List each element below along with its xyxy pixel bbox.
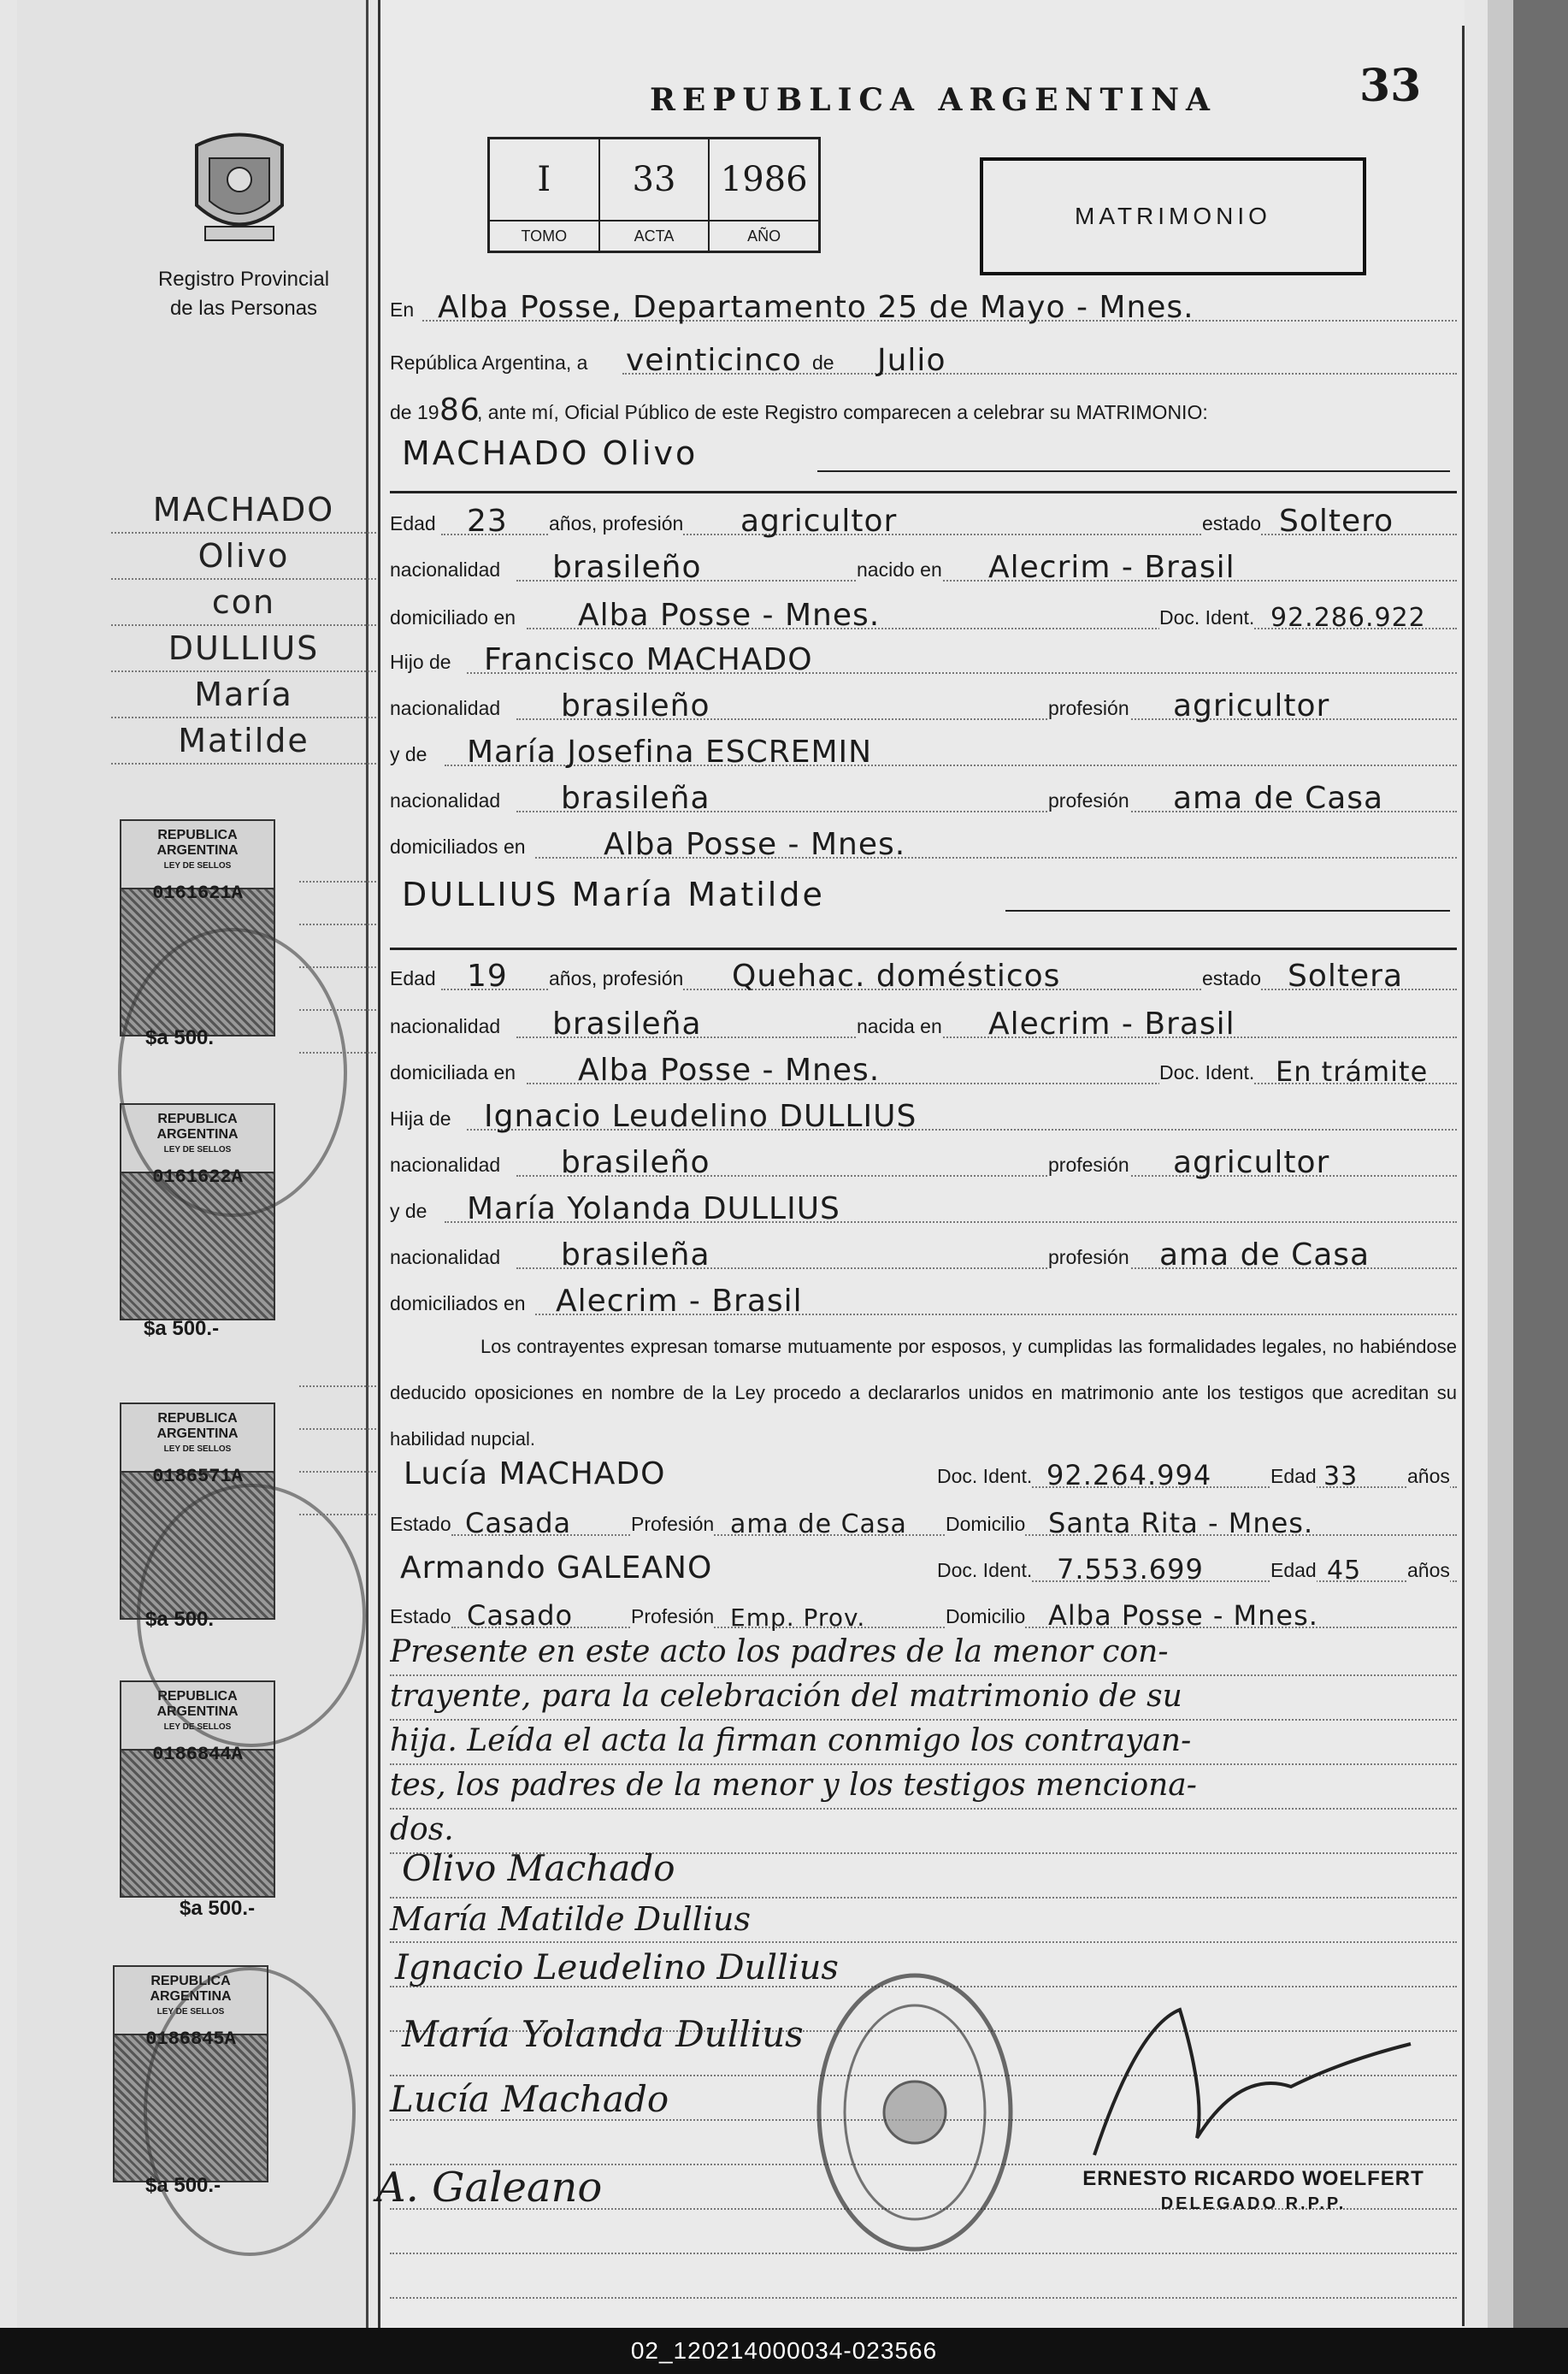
groom-row-2: nacionalidad brasileño nacido en Alecrim - Brasil: [390, 542, 1457, 587]
day-field: veinticinco: [626, 343, 802, 378]
note-line: tes, los padres de la menor y los testigos menciona-: [390, 1763, 1457, 1810]
groom-row-8: domiciliados en Alba Posse - Mnes.: [390, 819, 1457, 864]
note-line: Presente en este acto los padres de la menor con-: [390, 1630, 1457, 1676]
stamp-serial: 0186844A: [152, 1744, 243, 1765]
page-number: 33: [1359, 60, 1422, 112]
groom-row-7: nacionalidad brasileña profesión ama de Casa: [390, 773, 1457, 818]
tomo-cell: I TOMO: [490, 139, 600, 251]
delegate-name: ERNESTO RICARDO WOELFERT: [1082, 2167, 1424, 2190]
margin-name-line: María: [111, 672, 376, 718]
witness-2-row-2: Estado Casado Profesión Emp. Prov. Domicilio Alba Posse - Mnes.: [390, 1589, 1457, 1633]
witness-1-row-1: Lucía MACHADO Doc. Ident. 92.264.994 Edad 33 años: [390, 1449, 1457, 1493]
signature: Olivo Machado: [402, 1847, 675, 1889]
groom-row-5: nacionalidad brasileño profesión agricultor: [390, 681, 1457, 725]
official-seal-icon: [118, 928, 347, 1217]
registry-delegation-seal-icon: [812, 1967, 1017, 2258]
revenue-stamp: REPUBLICA ARGENTINA LEY DE SELLOS 0186844A: [120, 1680, 275, 1898]
anio-cell: 1986 AÑO: [710, 139, 818, 251]
document-type-box: MATRIMONIO: [980, 157, 1366, 275]
signature: Ignacio Leudelino Dullius: [395, 1948, 839, 1987]
year-field: 86: [439, 393, 480, 428]
revenue-stamp: REPUBLICA ARGENTINA LEY DE SELLOS 0186571A: [120, 1403, 275, 1620]
margin-name-line: DULLIUS: [111, 626, 376, 672]
bride-row-8: domiciliados en Alecrim - Brasil: [390, 1276, 1457, 1320]
country-title: REPUBLICA ARGENTINA: [650, 82, 1217, 118]
delegate-role: DELEGADO R.P.P.: [1160, 2194, 1347, 2213]
stamp-value: $a 500.-: [144, 1317, 220, 1340]
witness-1-row-2: Estado Casada Profesión ama de Casa Domicilio Santa Rita - Mnes.: [390, 1497, 1457, 1541]
intro-line-2: República Argentina, a veinticinco de Julio: [390, 335, 1457, 380]
delegate-block: [1074, 2167, 1433, 2214]
place-field: Alba Posse, Departamento 25 de Mayo - Mnes.: [438, 290, 1194, 325]
official-seal-icon: [144, 1967, 356, 2256]
margin-name-line: MACHADO: [111, 487, 376, 534]
stamp-serial: 0161622A: [152, 1166, 243, 1188]
official-seal-icon: [137, 1484, 366, 1747]
note-line: dos.: [390, 1808, 1457, 1854]
stamp-value: $a 500.: [145, 1026, 215, 1049]
registry-label: Registro Provincial de las Personas: [157, 268, 330, 320]
intro-line-1: En Alba Posse, Departamento 25 de Mayo - Mnes.: [390, 282, 1457, 327]
groom-row-4: Hijo de Francisco MACHADO: [390, 635, 1457, 679]
provincial-crest-icon: [188, 128, 291, 248]
declaration-text: Los contrayentes expresan tomarse mutuamente por esposos, y cumplidas las formalidades legales, no habiéndose deducido oposiciones en nombre de la Ley procedo a declararlos unidos en matrimonio ante los testigos que acreditan su habilidad nupcial.: [390, 1336, 1457, 1450]
groom-row-1: Edad 23 años, profesión agricultor estado Soltero: [390, 496, 1457, 540]
witness-2-row-1: Armando GALEANO Doc. Ident. 7.553.699 Edad 45 años: [390, 1543, 1457, 1587]
bride-row-4: Hija de Ignacio Leudelino DULLIUS: [390, 1091, 1457, 1136]
file-id-footer: 02_120214000034-023566: [0, 2328, 1568, 2374]
groom-row-6: y de María Josefina ESCREMIN: [390, 727, 1457, 771]
stamp-serial: 0186845A: [145, 2029, 236, 2050]
bride-row-2: nacionalidad brasileña nacida en Alecrim - Brasil: [390, 999, 1457, 1043]
revenue-stamp: REPUBLICA ARGENTINA LEY DE SELLOS 0186845A: [113, 1965, 268, 2182]
month-field: Julio: [877, 343, 946, 378]
left-margin-column: [17, 0, 368, 2328]
note-line: hija. Leída el acta la firman conmigo los contrayan-: [390, 1719, 1457, 1765]
bride-row-1: Edad 19 años, profesión Quehac. domésticos estado Soltera: [390, 951, 1457, 995]
stamp-serial: 0186571A: [152, 1466, 243, 1487]
revenue-stamp: REPUBLICA ARGENTINA LEY DE SELLOS 0161622A: [120, 1103, 275, 1320]
bride-row-6: y de María Yolanda DULLIUS: [390, 1184, 1457, 1228]
official-signature-icon: [1069, 1993, 1445, 2164]
signature: Lucía Machado: [390, 2078, 669, 2120]
groom-row-3: domiciliado en Alba Posse - Mnes. Doc. Ident. 92.286.922: [390, 590, 1457, 635]
signature: María Yolanda Dullius: [402, 2013, 804, 2055]
stamp-serial: 0161621A: [152, 883, 243, 904]
revenue-stamp: REPUBLICA ARGENTINA LEY DE SELLOS 0161621A: [120, 819, 275, 1036]
margin-name-line: Matilde: [111, 718, 376, 765]
stamp-value: $a 500.-: [180, 1897, 256, 1920]
bride-name: DULLIUS María Matilde: [402, 876, 825, 913]
bride-row-7: nacionalidad brasileña profesión ama de Casa: [390, 1230, 1457, 1274]
margin-name-line: con: [111, 580, 376, 626]
signature: A. Galeano: [376, 2164, 603, 2212]
intro-line-3: de 19 86 , ante mí, Oficial Público de este Registro comparecen a celebrar su MATRIMONIO:: [390, 393, 1208, 428]
note-line: trayente, para la celebración del matrimonio de su: [390, 1674, 1457, 1721]
bride-row-3: domiciliada en Alba Posse - Mnes. Doc. Ident. En trámite: [390, 1045, 1457, 1090]
groom-name: MACHADO Olivo: [402, 434, 699, 472]
record-id-box: [487, 137, 821, 253]
margin-name-line: Olivo: [111, 534, 376, 580]
stamp-value: $a 500.-: [145, 2174, 221, 2197]
stamp-emblem-icon: [121, 1751, 274, 1896]
bride-row-5: nacionalidad brasileño profesión agricultor: [390, 1137, 1457, 1182]
signature: María Matilde Dullius: [390, 1900, 752, 1938]
acta-cell: 33 ACTA: [600, 139, 710, 251]
stamp-value: $a 500.: [145, 1608, 215, 1631]
margin-names: [111, 487, 376, 765]
